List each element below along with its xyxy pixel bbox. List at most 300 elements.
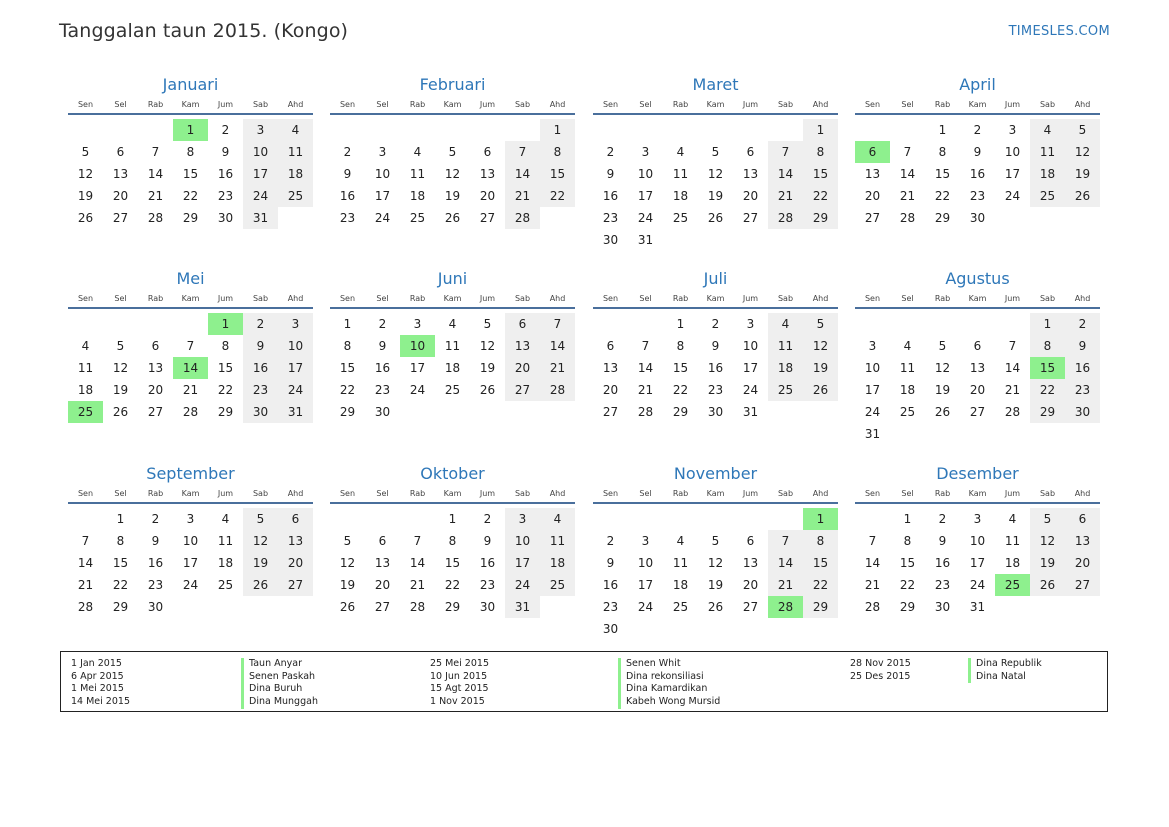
day-cell: 11: [672, 167, 689, 181]
day-cell: 1: [803, 119, 838, 141]
day-cell: 4: [1008, 512, 1017, 526]
day-cell: 5: [1065, 119, 1100, 141]
day-cell: 17: [278, 357, 313, 379]
day-cell: 20: [147, 383, 164, 397]
day-cell: 11: [409, 167, 426, 181]
legend-holiday-name: Taun Anyar: [241, 658, 318, 671]
day-cell: 2: [343, 145, 352, 159]
weekday-label: Sen: [864, 100, 881, 109]
weekday-label: Sab: [1039, 100, 1056, 109]
day-cell: 9: [606, 167, 615, 181]
weekday-label: Sel: [901, 294, 914, 303]
day-cell: 27: [278, 574, 313, 596]
day-cell: 24: [182, 578, 199, 592]
weekday-label: Sen: [77, 100, 94, 109]
day-cell: 18: [1004, 556, 1021, 570]
day-cell: 20: [479, 189, 496, 203]
weekday-header: [68, 488, 313, 504]
empty-cell: [628, 313, 663, 335]
day-cell: 22: [339, 383, 356, 397]
holiday-day-cell: 6: [855, 141, 890, 163]
day-cell: 16: [217, 167, 234, 181]
month-title: Februari: [419, 75, 486, 94]
empty-cell: [855, 508, 890, 530]
day-cell: 16: [602, 189, 619, 203]
weekday-label: Rab: [409, 294, 426, 303]
day-cell: 17: [505, 552, 540, 574]
empty-cell: [890, 313, 925, 335]
day-cell: 31: [243, 207, 278, 229]
empty-cell: [365, 508, 400, 530]
day-cell: 6: [606, 339, 615, 353]
day-cell: 19: [1030, 552, 1065, 574]
day-cell: 23: [602, 211, 619, 225]
weekday-label: Sel: [376, 489, 389, 498]
day-cell: 10: [864, 361, 881, 375]
weekday-label: Kam: [443, 100, 462, 109]
day-cell: 10: [969, 534, 986, 548]
day-cell: 29: [217, 405, 234, 419]
day-cell: 14: [540, 335, 575, 357]
empty-cell: [330, 508, 365, 530]
day-cell: 10: [182, 534, 199, 548]
day-cell: 23: [479, 578, 496, 592]
day-cell: 13: [864, 167, 881, 181]
day-cell: 13: [374, 556, 391, 570]
day-cell: 12: [707, 167, 724, 181]
weekday-label: Ahd: [549, 294, 566, 303]
day-cell: 9: [973, 145, 982, 159]
day-cell: 23: [969, 189, 986, 203]
day-cell: 3: [641, 534, 650, 548]
day-cell: 7: [768, 141, 803, 163]
holiday-day-cell: 10: [400, 335, 435, 357]
legend-date: 1 Jan 2015: [71, 658, 122, 669]
weekday-label: Jum: [742, 294, 759, 303]
day-cell: 23: [217, 189, 234, 203]
weekday-label: Sen: [602, 100, 619, 109]
weekday-label: Kam: [181, 489, 200, 498]
day-grid: [593, 313, 838, 423]
day-cell: 16: [1065, 357, 1100, 379]
weekday-label: Rab: [147, 100, 164, 109]
day-cell: 5: [1030, 508, 1065, 530]
day-cell: 12: [243, 530, 278, 552]
weekday-label: Sen: [339, 100, 356, 109]
day-cell: 29: [339, 405, 356, 419]
legend-date: 25 Des 2015: [850, 670, 911, 682]
day-cell: 14: [899, 167, 916, 181]
empty-cell: [400, 119, 435, 141]
day-cell: 5: [711, 534, 720, 548]
day-cell: 1: [343, 317, 352, 331]
day-cell: 12: [803, 335, 838, 357]
month-maret: [593, 74, 838, 251]
day-cell: 7: [413, 534, 422, 548]
day-cell: 20: [505, 357, 540, 379]
day-cell: 12: [339, 556, 356, 570]
day-cell: 18: [768, 357, 803, 379]
day-cell: 2: [711, 317, 720, 331]
day-cell: 5: [938, 339, 947, 353]
day-cell: 26: [339, 600, 356, 614]
weekday-label: Rab: [409, 489, 426, 498]
month-juni: [330, 268, 575, 423]
legend-holiday-name: Senen Whit: [618, 658, 720, 671]
weekday-label: Jum: [217, 294, 234, 303]
day-cell: 26: [77, 211, 94, 225]
day-cell: 2: [1065, 313, 1100, 335]
day-cell: 6: [483, 145, 492, 159]
day-cell: 17: [864, 383, 881, 397]
day-cell: 7: [903, 145, 912, 159]
day-cell: 27: [374, 600, 391, 614]
day-cell: 17: [243, 163, 278, 185]
day-cell: 16: [479, 556, 496, 570]
day-cell: 24: [374, 211, 391, 225]
day-cell: 25: [672, 600, 689, 614]
day-cell: 14: [768, 163, 803, 185]
day-cell: 10: [1004, 145, 1021, 159]
legend-names-3: [968, 658, 1042, 683]
day-cell: 23: [602, 600, 619, 614]
weekday-label: Ahd: [1074, 489, 1091, 498]
day-grid: [855, 119, 1100, 229]
day-cell: 29: [934, 211, 951, 225]
empty-cell: [470, 119, 505, 141]
day-cell: 30: [602, 622, 619, 636]
weekday-label: Ahd: [287, 100, 304, 109]
day-cell: 18: [278, 163, 313, 185]
day-cell: 18: [672, 578, 689, 592]
day-cell: 26: [112, 405, 129, 419]
day-cell: 3: [746, 317, 755, 331]
empty-cell: [103, 119, 138, 141]
day-cell: 30: [1065, 401, 1100, 423]
day-cell: 22: [672, 383, 689, 397]
day-cell: 9: [343, 167, 352, 181]
weekday-label: Ahd: [287, 294, 304, 303]
day-cell: 25: [409, 211, 426, 225]
day-cell: 29: [803, 207, 838, 229]
weekday-label: Kam: [968, 100, 987, 109]
day-cell: 30: [602, 233, 619, 247]
month-desember: [855, 463, 1100, 618]
empty-cell: [628, 508, 663, 530]
day-cell: 2: [973, 123, 982, 137]
weekday-label: Sab: [514, 489, 531, 498]
day-cell: 10: [374, 167, 391, 181]
weekday-label: Rab: [672, 100, 689, 109]
legend-names-2: [618, 658, 720, 709]
weekday-label: Ahd: [812, 294, 829, 303]
day-grid: [330, 508, 575, 618]
day-cell: 28: [409, 600, 426, 614]
weekday-header: [330, 99, 575, 115]
day-cell: 11: [899, 361, 916, 375]
site-link[interactable]: TIMESLES.COM: [1008, 24, 1110, 39]
day-cell: 31: [969, 600, 986, 614]
day-cell: 13: [602, 361, 619, 375]
day-cell: 4: [81, 339, 90, 353]
day-cell: 29: [444, 600, 461, 614]
weekday-label: Kam: [706, 489, 725, 498]
weekday-label: Ahd: [812, 489, 829, 498]
weekday-label: Sen: [77, 489, 94, 498]
day-cell: 8: [803, 530, 838, 552]
legend-names-1: [241, 658, 318, 709]
day-cell: 28: [147, 211, 164, 225]
day-cell: 8: [221, 339, 230, 353]
day-cell: 29: [803, 596, 838, 618]
day-cell: 7: [186, 339, 195, 353]
day-cell: 2: [378, 317, 387, 331]
day-cell: 15: [803, 163, 838, 185]
day-cell: 5: [343, 534, 352, 548]
day-cell: 20: [1065, 552, 1100, 574]
day-cell: 31: [278, 401, 313, 423]
weekday-label: Sel: [901, 100, 914, 109]
day-cell: 23: [243, 379, 278, 401]
day-cell: 13: [278, 530, 313, 552]
day-cell: 17: [637, 578, 654, 592]
empty-cell: [663, 508, 698, 530]
day-cell: 19: [339, 578, 356, 592]
weekday-label: Sab: [1039, 489, 1056, 498]
empty-cell: [173, 313, 208, 335]
day-cell: 18: [540, 552, 575, 574]
empty-cell: [628, 119, 663, 141]
weekday-label: Sab: [252, 100, 269, 109]
empty-cell: [68, 119, 103, 141]
day-cell: 3: [868, 339, 877, 353]
weekday-label: Ahd: [549, 489, 566, 498]
day-cell: 20: [969, 383, 986, 397]
empty-cell: [593, 313, 628, 335]
day-cell: 21: [768, 185, 803, 207]
day-cell: 26: [707, 600, 724, 614]
day-cell: 27: [742, 600, 759, 614]
day-cell: 17: [182, 556, 199, 570]
holiday-day-cell: 15: [1030, 357, 1065, 379]
day-cell: 31: [505, 596, 540, 618]
empty-cell: [505, 119, 540, 141]
day-cell: 5: [711, 145, 720, 159]
weekday-label: Ahd: [1074, 100, 1091, 109]
day-cell: 26: [243, 574, 278, 596]
legend-date: 28 Nov 2015: [850, 658, 911, 669]
day-cell: 5: [448, 145, 457, 159]
day-cell: 18: [409, 189, 426, 203]
day-cell: 22: [217, 383, 234, 397]
day-cell: 4: [903, 339, 912, 353]
day-cell: 7: [151, 145, 160, 159]
day-cell: 30: [374, 405, 391, 419]
weekday-label: Ahd: [1074, 294, 1091, 303]
day-cell: 5: [483, 317, 492, 331]
weekday-label: Jum: [742, 489, 759, 498]
weekday-header: [593, 488, 838, 504]
legend-date: 25 Mei 2015: [430, 658, 489, 669]
day-cell: 5: [81, 145, 90, 159]
day-cell: 19: [934, 383, 951, 397]
day-cell: 4: [1030, 119, 1065, 141]
day-cell: 15: [339, 361, 356, 375]
day-cell: 28: [505, 207, 540, 229]
day-cell: 12: [934, 361, 951, 375]
day-cell: 18: [77, 383, 94, 397]
day-cell: 16: [934, 556, 951, 570]
day-cell: 2: [221, 123, 230, 137]
day-cell: 22: [540, 185, 575, 207]
day-cell: 6: [378, 534, 387, 548]
holiday-day-cell: 1: [208, 313, 243, 335]
day-cell: 29: [112, 600, 129, 614]
weekday-label: Kam: [706, 100, 725, 109]
day-cell: 28: [1004, 405, 1021, 419]
day-cell: 25: [540, 574, 575, 596]
day-cell: 21: [768, 574, 803, 596]
holiday-day-cell: 14: [173, 357, 208, 379]
day-cell: 27: [969, 405, 986, 419]
day-cell: 17: [374, 189, 391, 203]
empty-cell: [330, 119, 365, 141]
day-cell: 29: [182, 211, 199, 225]
day-cell: 28: [637, 405, 654, 419]
day-cell: 21: [540, 357, 575, 379]
day-cell: 23: [707, 383, 724, 397]
weekday-label: Jum: [1004, 294, 1021, 303]
day-cell: 27: [602, 405, 619, 419]
day-cell: 21: [864, 578, 881, 592]
day-cell: 5: [116, 339, 125, 353]
day-cell: 14: [147, 167, 164, 181]
weekday-label: Jum: [742, 100, 759, 109]
day-cell: 21: [505, 185, 540, 207]
day-cell: 30: [147, 600, 164, 614]
day-cell: 16: [602, 578, 619, 592]
day-cell: 26: [803, 379, 838, 401]
day-cell: 4: [221, 512, 230, 526]
day-cell: 28: [540, 379, 575, 401]
day-cell: 22: [112, 578, 129, 592]
legend-holiday-name: Dina Natal: [968, 671, 1042, 684]
day-cell: 22: [803, 185, 838, 207]
empty-cell: [593, 508, 628, 530]
day-cell: 1: [938, 123, 947, 137]
weekday-label: Sab: [777, 294, 794, 303]
empty-cell: [890, 119, 925, 141]
day-cell: 18: [1030, 163, 1065, 185]
empty-cell: [663, 119, 698, 141]
empty-cell: [960, 313, 995, 335]
day-cell: 16: [707, 361, 724, 375]
day-cell: 3: [378, 145, 387, 159]
day-cell: 21: [637, 383, 654, 397]
day-cell: 13: [147, 361, 164, 375]
day-cell: 7: [1008, 339, 1017, 353]
day-cell: 1: [448, 512, 457, 526]
empty-cell: [995, 313, 1030, 335]
day-cell: 24: [278, 379, 313, 401]
day-cell: 8: [803, 141, 838, 163]
page-title: Tanggalan taun 2015. (Kongo): [59, 20, 349, 42]
day-cell: 26: [707, 211, 724, 225]
weekday-label: Sab: [1039, 294, 1056, 303]
day-cell: 3: [243, 119, 278, 141]
day-cell: 21: [77, 578, 94, 592]
day-cell: 7: [768, 530, 803, 552]
day-cell: 31: [864, 427, 881, 441]
day-cell: 21: [182, 383, 199, 397]
day-cell: 10: [505, 530, 540, 552]
holiday-day-cell: 1: [173, 119, 208, 141]
empty-cell: [400, 508, 435, 530]
day-cell: 9: [938, 534, 947, 548]
weekday-label: Sel: [639, 489, 652, 498]
day-cell: 9: [606, 556, 615, 570]
day-cell: 3: [505, 508, 540, 530]
weekday-label: Sel: [639, 294, 652, 303]
empty-cell: [103, 313, 138, 335]
day-grid: [68, 119, 313, 229]
weekday-label: Kam: [181, 294, 200, 303]
day-cell: 4: [448, 317, 457, 331]
day-cell: 29: [672, 405, 689, 419]
day-cell: 4: [676, 534, 685, 548]
weekday-label: Ahd: [549, 100, 566, 109]
month-april: [855, 74, 1100, 229]
day-cell: 19: [803, 357, 838, 379]
day-cell: 22: [803, 574, 838, 596]
day-cell: 12: [1030, 530, 1065, 552]
day-cell: 2: [938, 512, 947, 526]
day-cell: 3: [1008, 123, 1017, 137]
day-cell: 2: [606, 534, 615, 548]
legend-dates-3: [850, 658, 911, 683]
empty-cell: [855, 313, 890, 335]
day-cell: 13: [742, 167, 759, 181]
day-cell: 15: [182, 167, 199, 181]
weekday-label: Sab: [514, 100, 531, 109]
weekday-label: Sel: [114, 100, 127, 109]
day-cell: 25: [899, 405, 916, 419]
weekday-label: Sen: [864, 294, 881, 303]
day-cell: 2: [483, 512, 492, 526]
month-title: November: [673, 464, 758, 483]
month-title: Juli: [703, 269, 728, 288]
weekday-label: Sen: [602, 489, 619, 498]
day-grid: [593, 508, 838, 640]
month-title: Juni: [437, 269, 468, 288]
day-cell: 24: [742, 383, 759, 397]
day-cell: 4: [768, 313, 803, 335]
weekday-label: Sab: [777, 489, 794, 498]
day-cell: 3: [186, 512, 195, 526]
day-cell: 25: [217, 578, 234, 592]
day-cell: 14: [864, 556, 881, 570]
day-cell: 23: [147, 578, 164, 592]
day-cell: 11: [278, 141, 313, 163]
day-cell: 4: [540, 508, 575, 530]
day-cell: 9: [243, 335, 278, 357]
day-cell: 15: [934, 167, 951, 181]
day-cell: 20: [278, 552, 313, 574]
empty-cell: [68, 508, 103, 530]
month-title: April: [959, 75, 996, 94]
day-cell: 13: [112, 167, 129, 181]
day-cell: 23: [339, 211, 356, 225]
